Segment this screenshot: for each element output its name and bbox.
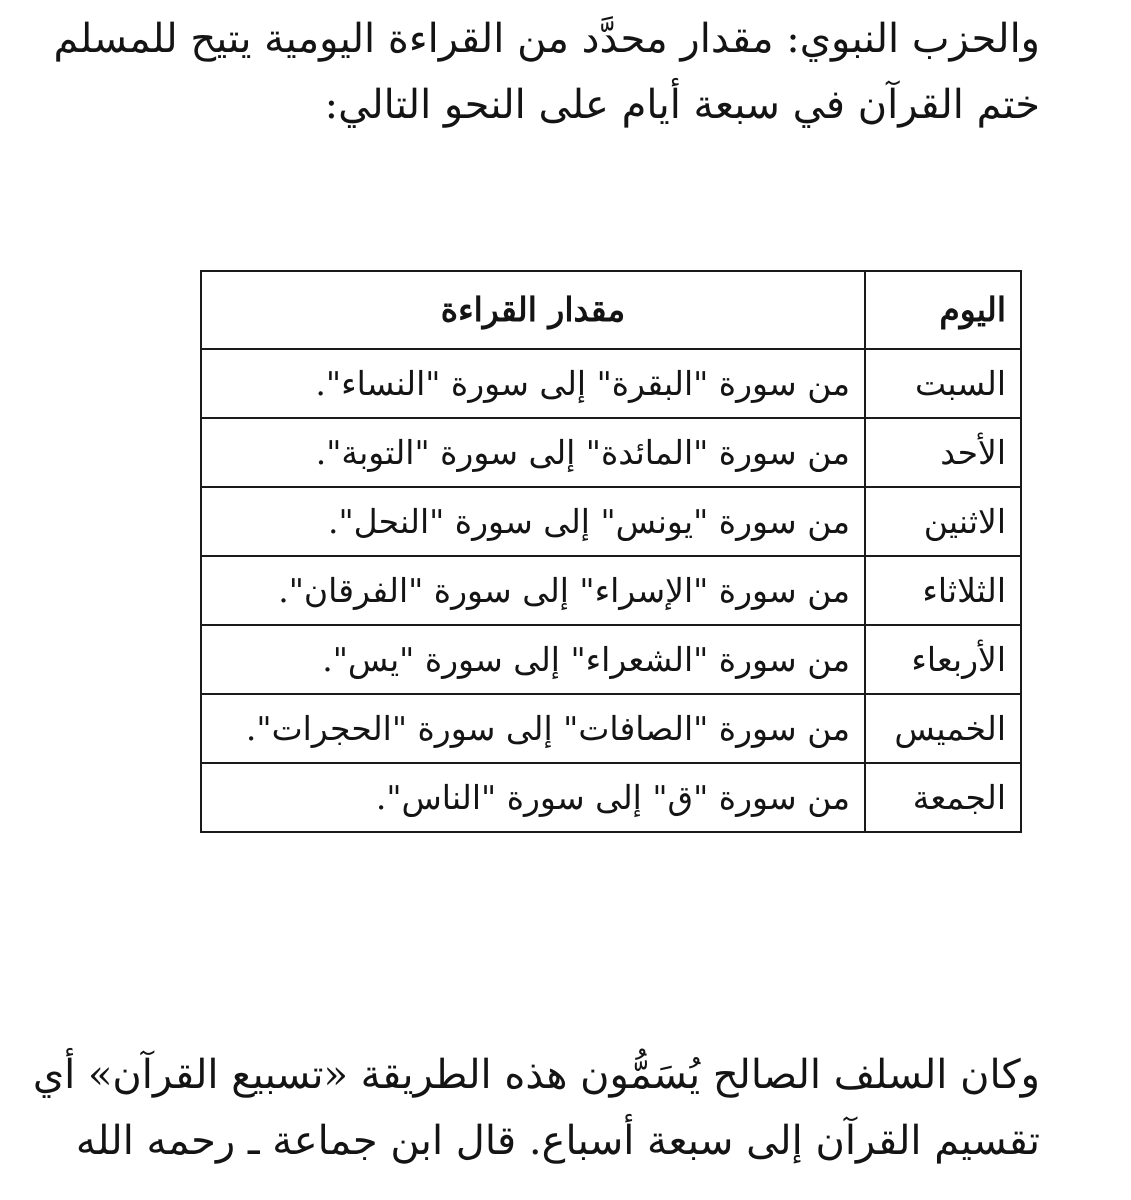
amount-cell: من سورة "ق" إلى سورة "الناس". <box>201 763 865 832</box>
table-row <box>201 694 1021 763</box>
table-row <box>201 418 1021 487</box>
table-row <box>201 487 1021 556</box>
table-row <box>201 556 1021 625</box>
table-row <box>201 349 1021 418</box>
day-cell: الأحد <box>865 418 1021 487</box>
table-row <box>201 625 1021 694</box>
day-cell: الجمعة <box>865 763 1021 832</box>
table-row <box>201 763 1021 832</box>
amount-cell: من سورة "الشعراء" إلى سورة "يس". <box>201 625 865 694</box>
amount-cell: من سورة "المائدة" إلى سورة "التوبة". <box>201 418 865 487</box>
amount-cell: من سورة "الصافات" إلى سورة "الحجرات". <box>201 694 865 763</box>
amount-cell: من سورة "يونس" إلى سورة "النحل". <box>201 487 865 556</box>
reading-schedule-table <box>200 270 1022 833</box>
amount-cell: من سورة "البقرة" إلى سورة "النساء". <box>201 349 865 418</box>
header-amount: مقدار القراءة <box>201 271 865 349</box>
outro-paragraph <box>30 1042 1040 1174</box>
outro-line-1: وكان السلف الصالح يُسَمُّون هذه الطريقة «تسبيع القرآن» أي <box>32 1052 1040 1098</box>
header-day: اليوم <box>865 271 1021 349</box>
day-cell: الأربعاء <box>865 625 1021 694</box>
day-cell: الثلاثاء <box>865 556 1021 625</box>
intro-paragraph <box>30 6 1040 138</box>
day-cell: الاثنين <box>865 487 1021 556</box>
outro-line-2: تقسيم القرآن إلى سبعة أسباع. قال ابن جماعة ـ رحمه الله <box>75 1118 1040 1164</box>
table-header-row <box>201 271 1021 349</box>
day-cell: الخميس <box>865 694 1021 763</box>
intro-line-1: والحزب النبوي: مقدار محدَّد من القراءة اليومية يتيح للمسلم <box>53 16 1040 62</box>
day-cell: السبت <box>865 349 1021 418</box>
amount-cell: من سورة "الإسراء" إلى سورة "الفرقان". <box>201 556 865 625</box>
intro-line-2: ختم القرآن في سبعة أيام على النحو التالي: <box>324 82 1040 128</box>
